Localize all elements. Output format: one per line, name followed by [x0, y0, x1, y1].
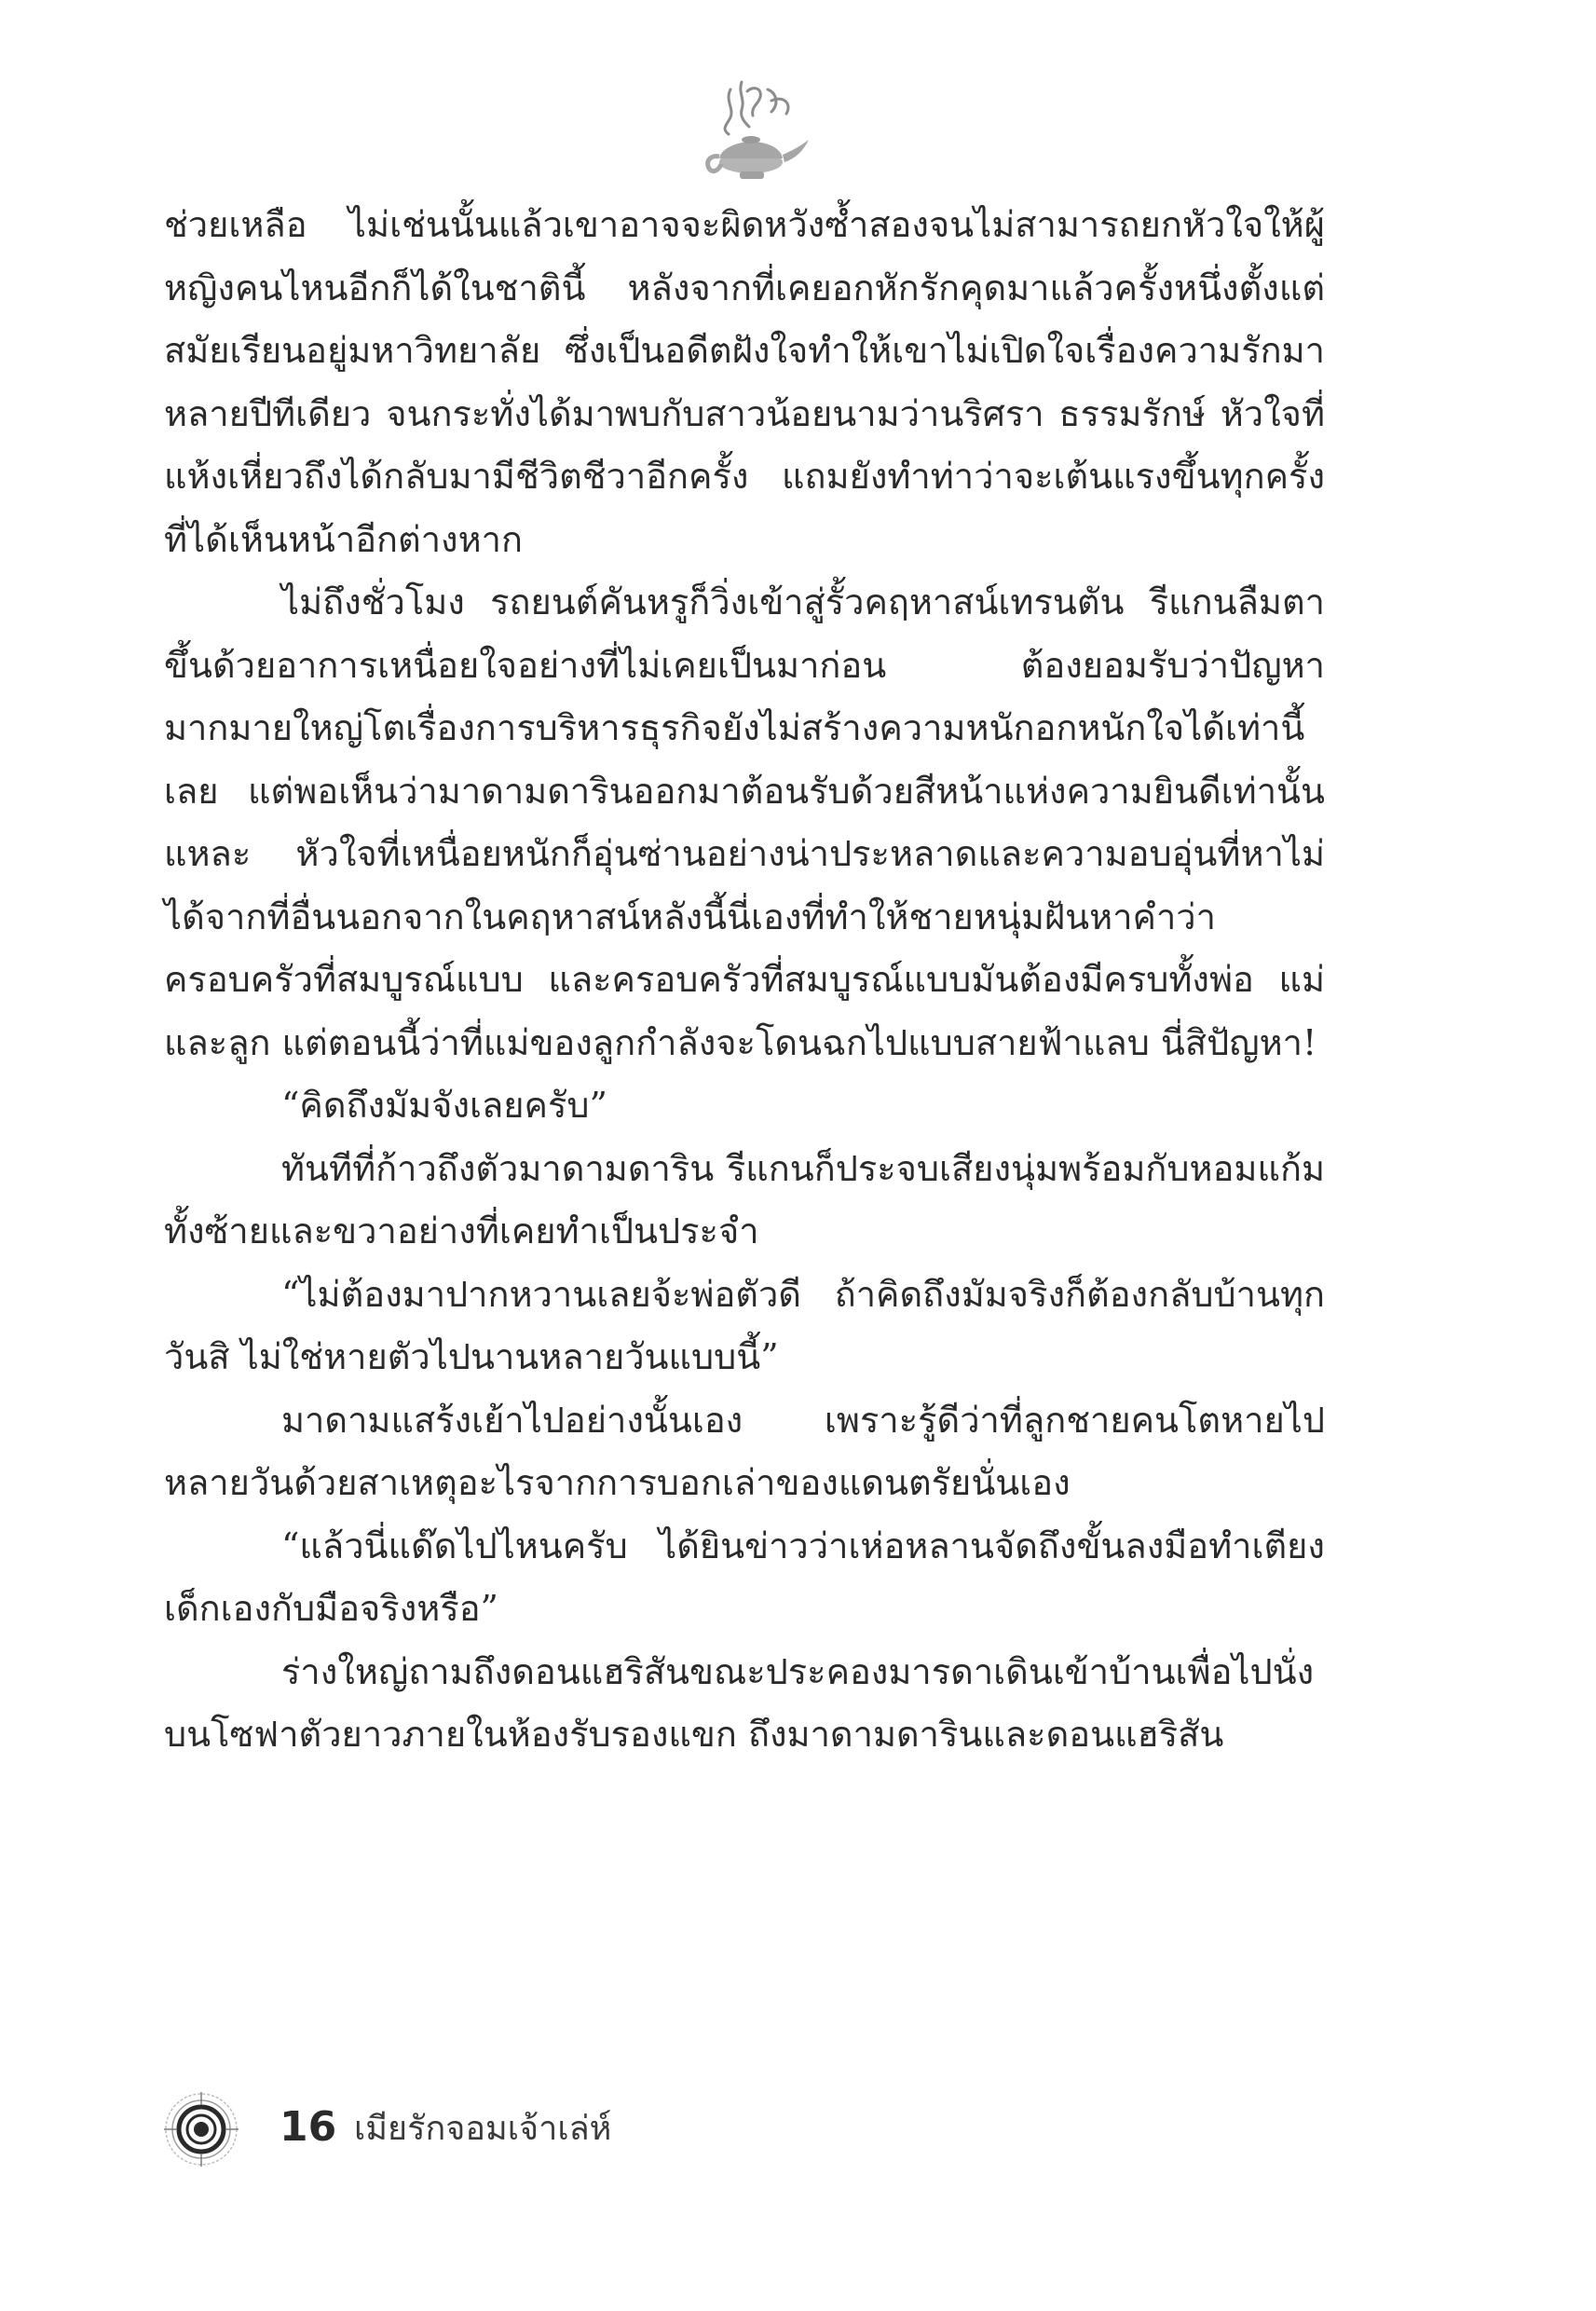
paragraph: ช่วยเหลือ ไม่เช่นนั้นแล้วเขาอาจจะผิดหวังซ้ำสองจนไม่สามารถยกหัวใจให้ผู้หญิงคนไหนอีกก็ได้ในชาตินี้ หลังจากที่เคยอกหักรักคุดมาแล้วครั้งหนึ่งตั้งแต่สมัยเรียนอยู่มหาวิทยาลัย ซึ่งเป็นอดีตฝังใจทำให้เขาไม่เปิดใจเรื่องความรักมาหลายปีทีเดียว จนกระทั่งได้มาพบกับสาวน้อยนามว่านริศรา ธรรมรักษ์ หัวใจที่แห้งเหี่ยวถึงได้กลับมามีชีวิตชีวาอีกครั้ง แถมยังทำท่าว่าจะเต้นแรงขึ้นทุกครั้งที่ได้เห็นหน้าอีกต่างหาก — [164, 204, 1325, 560]
book-title: เมียรักจอมเจ้าเล่ห์ — [354, 2110, 612, 2148]
paragraph: “แล้วนี่แด๊ดไปไหนครับ ได้ยินข่าวว่าเห่อหลานจัดถึงขั้นลงมือทำเตียงเด็กเองกับมือจริงหรือ” — [164, 1525, 1325, 1629]
target-icon — [164, 2092, 239, 2167]
paragraph: “ไม่ต้องมาปากหวานเลยจ้ะพ่อตัวดี ถ้าคิดถึงมัมจริงก็ต้องกลับบ้านทุกวันสิ ไม่ใช่หายตัวไปนานหลายวันแบบนี้” — [164, 1273, 1325, 1377]
paragraph: ไม่ถึงชั่วโมง รถยนต์คันหรูก็วิ่งเข้าสู่รั้วคฤหาสน์เทรนตัน รีแกนลืมตาขึ้นด้วยอาการเหนื่อยใจอย่างที่ไม่เคยเป็นมาก่อน ต้องยอมรับว่าปัญหามากมายใหญ่โตเรื่องการบริหารธุรกิจยังไม่สร้างความหนักอกหนักใจได้เท่านี้เลย แต่พอเห็นว่ามาดามดารินออกมาต้อนรับด้วยสีหน้าแห่งความยินดีเท่านั้นแหละ หัวใจที่เหนื่อยหนักก็อุ่นซ่านอย่างน่าประหลาดและความอบอุ่นที่หาไม่ได้จากที่อื่นนอกจากในคฤหาสน์หลังนี้นี่เองที่ทำให้ชายหนุ่มฝันหาคำว่าครอบครัวที่สมบูรณ์แบบ และครอบครัวที่สมบูรณ์แบบมันต้องมีครบทั้งพ่อ แม่ และลูก แต่ตอนนี้ว่าที่แม่ของลูกกำลังจะโดนฉกไปแบบสายฟ้าแลบ นี่สิปัญหา! — [164, 581, 1325, 1063]
paragraph: มาดามแสร้งเย้าไปอย่างนั้นเอง เพราะรู้ดีว่าที่ลูกชายคนโตหายไปหลายวันด้วยสาเหตุอะไรจากการบอกเล่าของแดนตรัยนั่นเอง — [164, 1399, 1325, 1503]
genie-lamp-icon — [693, 73, 814, 185]
paragraph: “คิดถึงมัมจังเลยครับ” — [281, 1085, 607, 1126]
page-number: 16 — [280, 2103, 337, 2151]
page-footer — [164, 2092, 1003, 2167]
story-text — [164, 194, 1325, 1767]
paragraph: ทันทีที่ก้าวถึงตัวมาดามดาริน รีแกนก็ประจบเสียงนุ่มพร้อมกับหอมแก้มทั้งซ้ายและขวาอย่างที่เคยทำเป็นประจำ — [164, 1147, 1325, 1251]
paragraph: ร่างใหญ่ถามถึงดอนแฮริสันขณะประคองมารดาเดินเข้าบ้านเพื่อไปนั่งบนโซฟาตัวยาวภายในห้องรับรองแขก ถึงมาดามดารินและดอนแฮริสัน — [164, 1650, 1315, 1755]
